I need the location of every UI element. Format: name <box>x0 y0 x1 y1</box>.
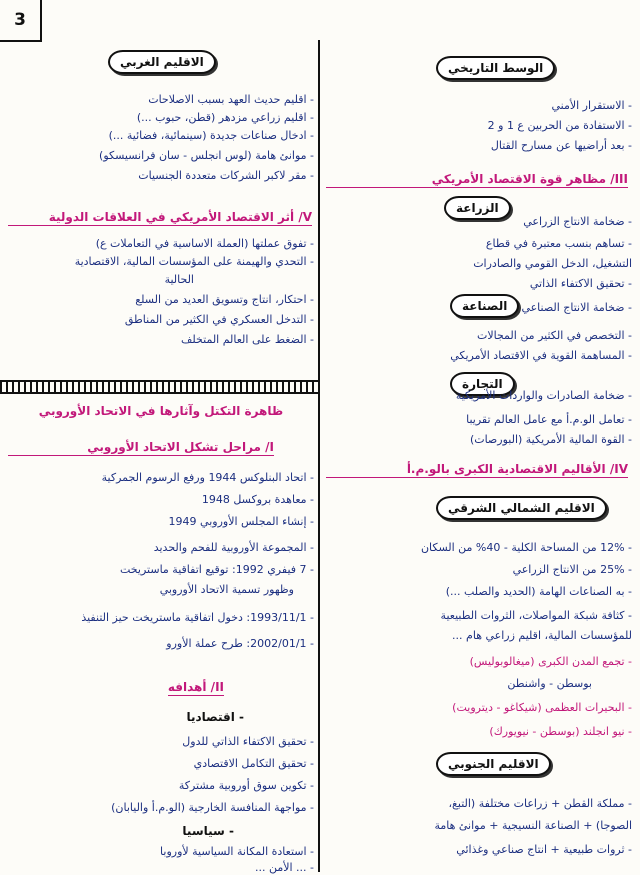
stages-line-6: وظهور تسمية الاتحاد الأوروبي <box>159 583 294 596</box>
west-line-1: - اقليم حديث العهد بسبب الاصلاحات <box>148 93 314 106</box>
west-line-2: - اقليم زراعي مزدهر (قطن، حبوب ...) <box>136 111 314 124</box>
page-number: 3 <box>0 0 42 42</box>
ne-line-9: - نيو انجلند (بوسطن - نيويورك) <box>489 725 632 738</box>
econ-line-4: - مواجهة المنافسة الخارجية (الو.م.أ واليابان) <box>111 801 314 814</box>
stages-line-7: - 1993/11/1: دخول اتفاقية ماستريخت حيز التنفيذ <box>81 611 314 624</box>
trade-line-2: - تعامل الو.م.أ مع عامل العالم تقريبا <box>466 413 632 426</box>
impact-line-5: - التدخل العسكري في الكثير من المناطق <box>124 313 314 326</box>
ne-line-6: - تجمع المدن الكبرى (ميغالوبوليس) <box>469 655 632 668</box>
northeast-label: الاقليم الشمالي الشرقي <box>436 496 607 520</box>
econ-line-3: - تكوين سوق أوروبية مشتركة <box>178 779 314 792</box>
stages-heading: I/ مراحل تشكل الاتحاد الأوروبي <box>8 440 274 456</box>
pol-line-2: - ... الأمن ... <box>254 861 314 874</box>
econ-label: - اقتصاديا <box>186 710 244 724</box>
ne-line-8: - البحيرات العظمى (شيكاغو - ديترويت) <box>452 701 632 714</box>
column-divider <box>318 40 320 872</box>
stages-line-1: - اتحاد البنلوكس 1944 ورفع الرسوم الجمركية <box>101 471 314 484</box>
stages-line-8: - 2002/01/1: طرح عملة الأورو <box>166 637 314 650</box>
agri-line-1: - ضخامة الانتاج الزراعي <box>523 215 632 228</box>
impact-line-4: - احتكار، انتاج وتسويق العديد من السلع <box>135 293 314 306</box>
ne-line-7: بوسطن - واشنطن <box>507 677 592 690</box>
impact-heading: V/ أثر الاقتصاد الأمريكي في العلاقات الدولية <box>8 210 312 226</box>
section-separator <box>0 380 318 394</box>
goals-heading: II/ أهدافه <box>167 680 224 694</box>
eu-title: ظاهرة التكتل وآثارها في الاتحاد الأوروبي <box>38 404 284 418</box>
agri-line-3: التشغيل، الدخل القومي والصادرات <box>473 257 632 270</box>
context-title: الوسط التاريخي <box>436 56 555 80</box>
industry-label: الصناعة <box>450 294 519 318</box>
impact-line-1: - تفوق عملتها (العملة الاساسية في التعاملات ع) <box>95 237 314 250</box>
agri-label: الزراعة <box>444 196 511 220</box>
impact-line-6: - الضغط على العالم المتخلف <box>181 333 314 346</box>
pol-line-1: - استعادة المكانة السياسية لأوروبا <box>160 845 314 858</box>
south-line-3: - ثروات طبيعية + انتاج صناعي وغذائي <box>456 843 632 856</box>
stages-line-3: - إنشاء المجلس الأوروبي 1949 <box>168 515 314 528</box>
context-line-3: - بعد أراضيها عن مسارح القتال <box>490 139 632 152</box>
south-line-2: الصوجا) + الصناعة النسيجية + موانئ هامة <box>434 819 632 832</box>
west-line-4: - موانئ هامة (لوس انجلس - سان فرانسيسكو) <box>99 149 314 162</box>
econ-line-1: - تحقيق الاكتفاء الذاتي للدول <box>182 735 314 748</box>
stages-line-2: - معاهدة بروكسل 1948 <box>201 493 314 506</box>
context-line-1: - الاستقرار الأمني <box>551 99 632 112</box>
ne-line-3: - به الصناعات الهامة (الحديد والصلب ...) <box>445 585 632 598</box>
ne-line-2: - 25% من الانتاج الزراعي <box>512 563 632 576</box>
agri-line-2: - تساهم بنسب معتبرة في قطاع <box>485 237 632 250</box>
pol-label: - سياسيا <box>182 824 234 838</box>
trade-line-3: - القوة المالية الأمريكية (البورصات) <box>469 433 632 446</box>
industry-line-2: - التخصص في الكثير من المجالات <box>476 329 632 342</box>
south-label: الاقليم الجنوبي <box>436 752 551 776</box>
region-west-title: الاقليم الغربي <box>108 50 216 74</box>
regions-heading: IV/ الأقاليم الاقتصادية الكبرى بالو.م.أ <box>326 462 628 478</box>
industry-line-3: - المساهمة القوية في الاقتصاد الأمريكي <box>450 349 632 362</box>
stages-line-4: - المجموعة الأوروبية للفحم والحديد <box>153 541 314 554</box>
industry-line-1: - ضخامة الانتاج الصناعي <box>521 301 632 314</box>
econ-line-2: - تحقيق التكامل الاقتصادي <box>193 757 314 770</box>
south-line-1: - مملكة القطن + زراعات مختلفة (التبغ، <box>448 797 632 810</box>
ne-line-4: - كثافة شبكة المواصلات، الثروات الطبيعية <box>440 609 632 622</box>
context-line-2: - الاستفادة من الحربين ع 1 و 2 <box>487 119 632 132</box>
aspects-heading: III/ مظاهر قوة الاقتصاد الأمريكي <box>326 172 628 188</box>
ne-line-5: للمؤسسات المالية، اقليم زراعي هام ... <box>452 629 632 642</box>
impact-line-3: الحالية <box>164 273 194 286</box>
west-line-5: - مقر لاكبر الشركات متعددة الجنسيات <box>138 169 314 182</box>
west-line-3: - ادخال صناعات جديدة (سينمائية، فضائية ...) <box>108 129 314 142</box>
trade-line-1: - ضخامة الصادرات والواردات الأمريكية <box>455 389 632 402</box>
stages-line-5: - 7 فيفري 1992: توقيع اتفاقية ماستريخت <box>120 563 314 576</box>
agri-line-4: - تحقيق الاكتفاء الذاتي <box>529 277 632 290</box>
trade-label: التجارة <box>450 372 515 396</box>
ne-line-1: - 12% من المساحة الكلية - 40% من السكان <box>420 541 632 554</box>
impact-line-2: - التحدي والهيمنة على المؤسسات المالية، الاقتصادية <box>74 255 314 268</box>
